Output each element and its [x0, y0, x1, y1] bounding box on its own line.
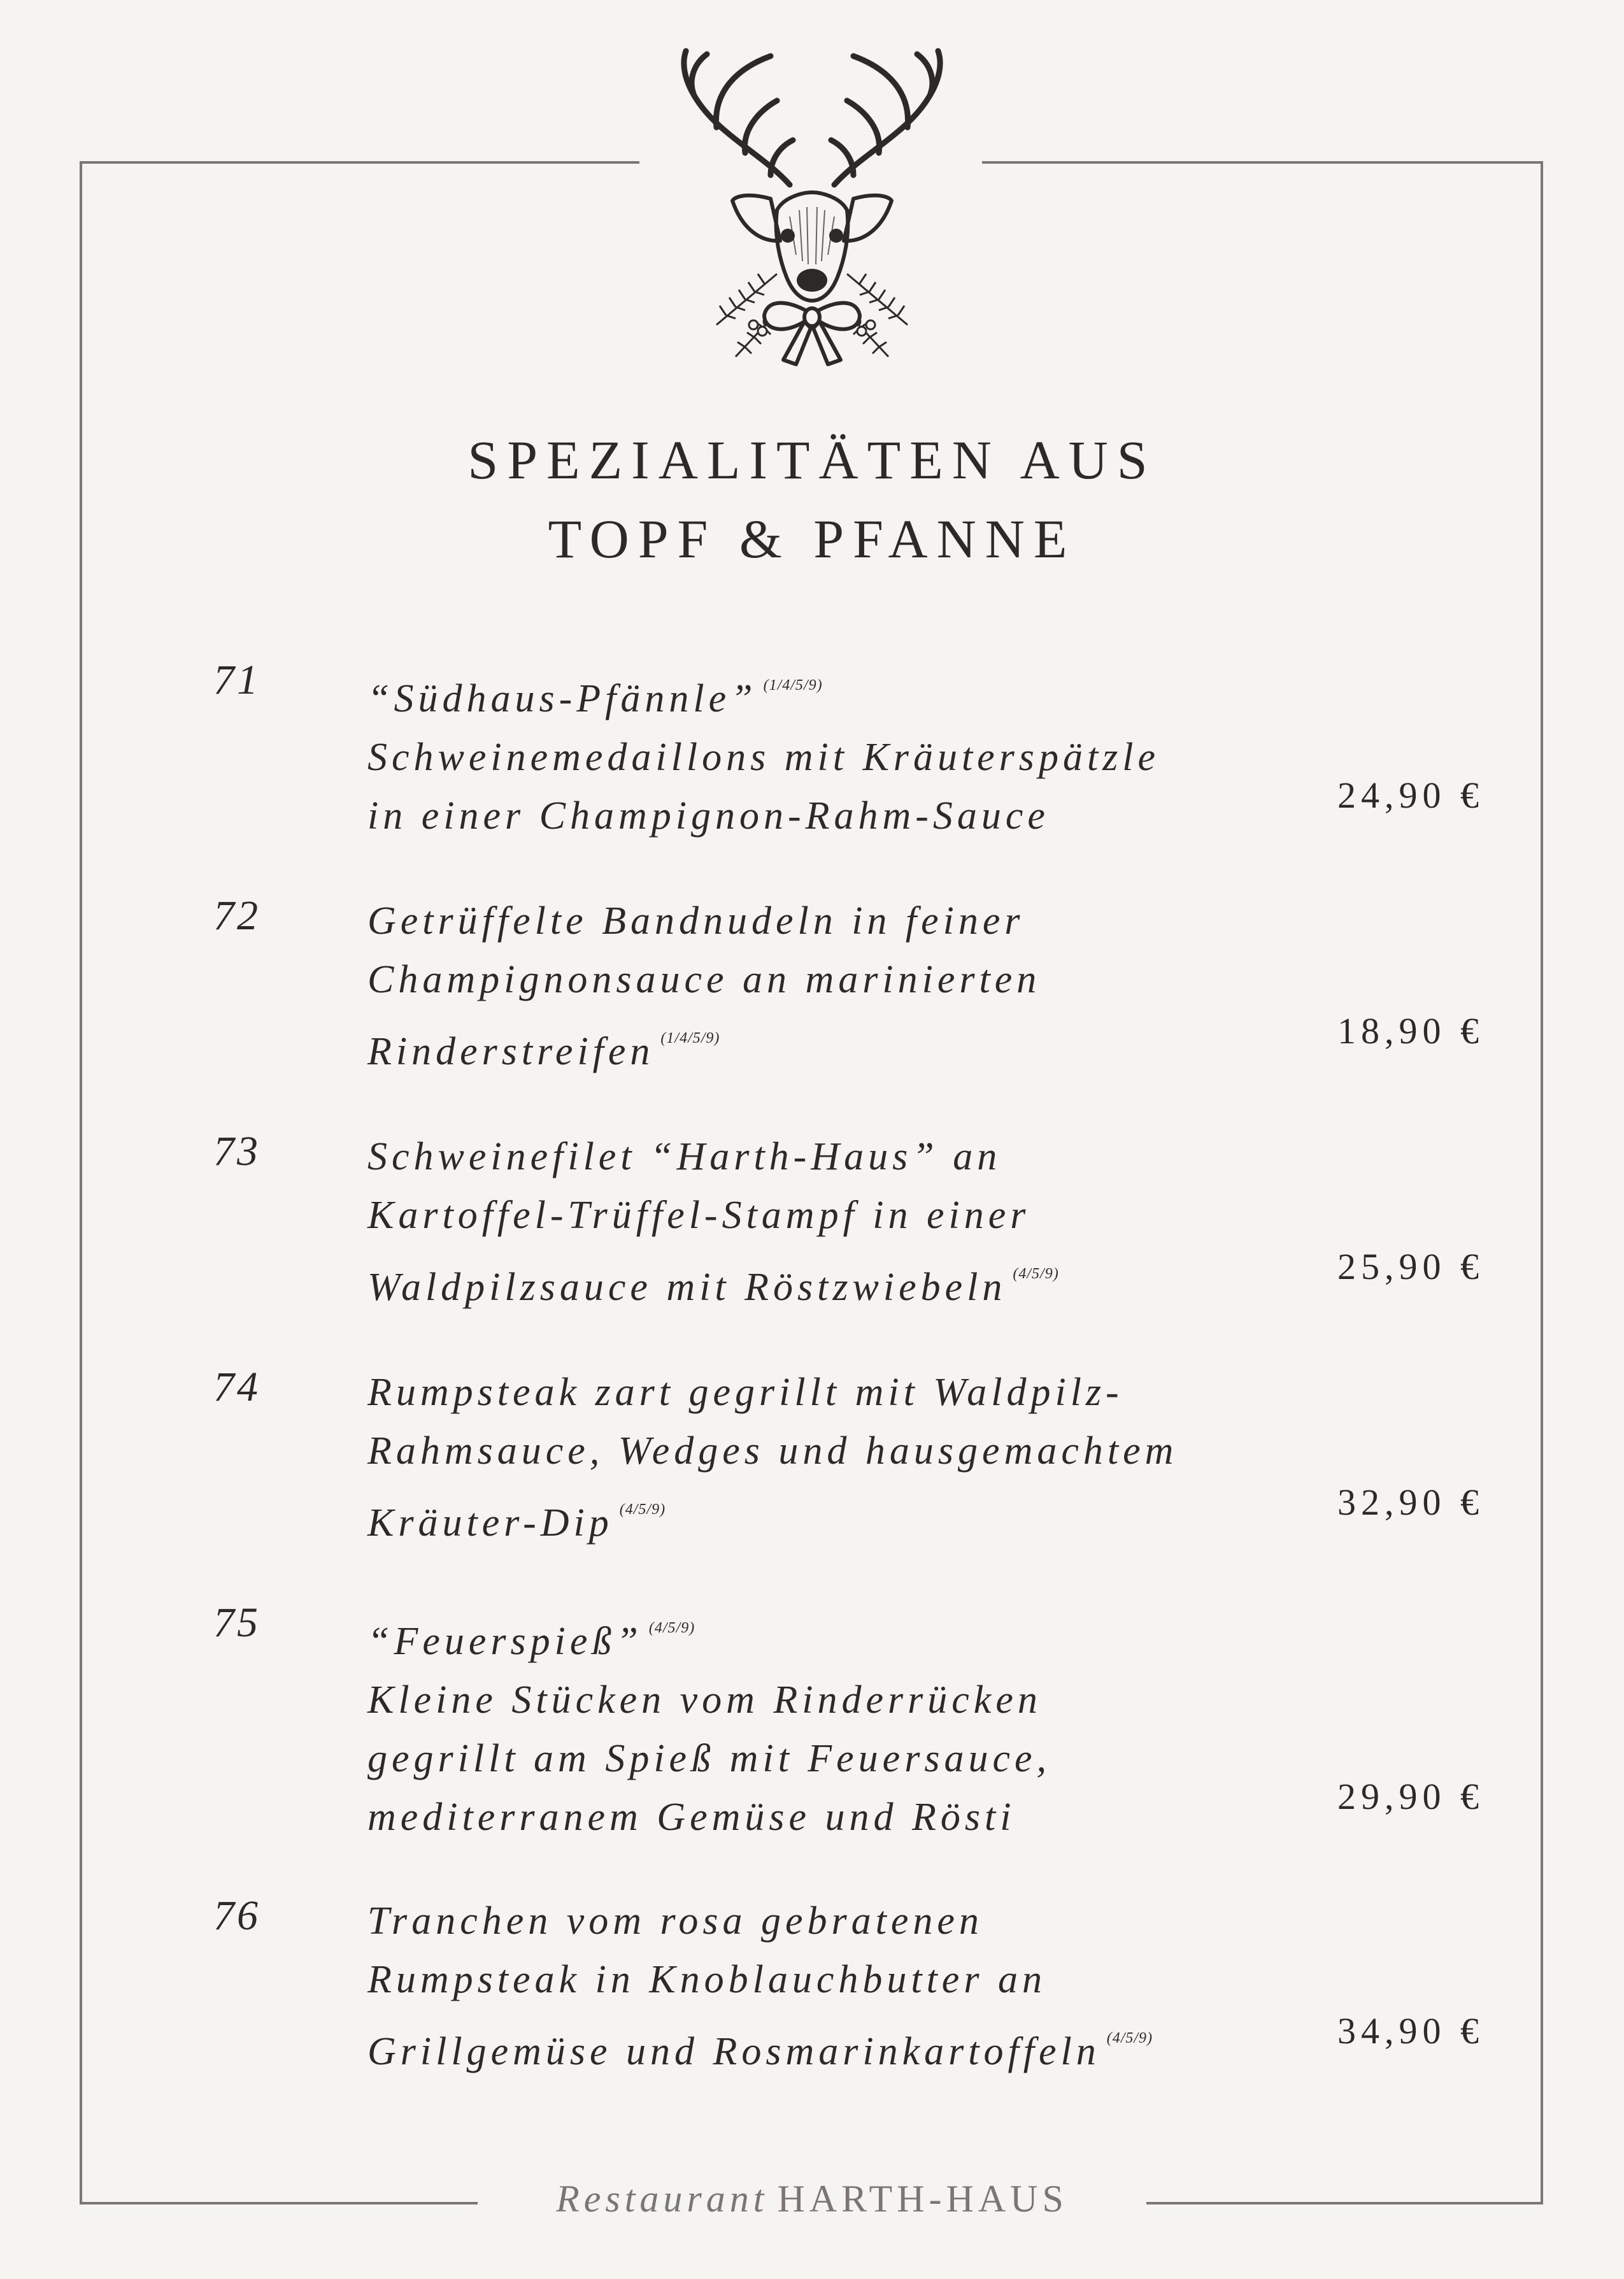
item-price: 25,90 €: [1337, 1246, 1484, 1287]
description-line: Rumpsteak in Knoblauchbutter an: [367, 1958, 1046, 2001]
item-description: [367, 1599, 1051, 1847]
item-number: 76: [213, 1892, 260, 1939]
description-line: Grillgemüse und Rosmarinkartoffeln: [367, 2030, 1100, 2073]
item-title: “Südhaus-Pfännle”: [367, 677, 757, 720]
description-line: Kleine Stücken vom Rinderrücken: [367, 1678, 1042, 1722]
item-price: 32,90 €: [1337, 1482, 1484, 1523]
footer-prefix: Restaurant: [556, 2178, 769, 2220]
allergen-codes: (4/5/9): [648, 1620, 695, 1636]
allergen-codes: (4/5/9): [1106, 2030, 1153, 2047]
item-number: 72: [213, 892, 260, 939]
stag-head-icon: [640, 25, 984, 369]
item-number: 75: [213, 1599, 260, 1646]
title-line-1: SPEZIALITÄTEN AUS: [467, 429, 1157, 490]
item-number: 74: [213, 1364, 260, 1410]
description-line: Waldpilzsauce mit Röstzwiebeln: [367, 1266, 1007, 1309]
item-price: 29,90 €: [1337, 1776, 1484, 1817]
description-line: Kräuter-Dip: [367, 1501, 613, 1545]
allergen-codes: (4/5/9): [1013, 1266, 1059, 1282]
description-line: Rinderstreifen: [367, 1030, 655, 1073]
title-line-2: TOPF & PFANNE: [548, 508, 1076, 569]
allergen-codes: (1/4/5/9): [660, 1030, 720, 1047]
description-line: Schweinemedaillons mit Kräuterspätzle: [367, 736, 1160, 779]
item-description: [367, 1363, 1178, 1552]
footer-restaurant-name: [0, 2177, 1624, 2221]
description-line: Champignonsauce an marinierten: [367, 958, 1041, 1001]
description-line: Schweinefilet “Harth-Haus” an: [367, 1135, 1002, 1178]
allergen-codes: (1/4/5/9): [763, 677, 823, 694]
item-price: 18,90 €: [1337, 1010, 1484, 1052]
item-price: 34,90 €: [1337, 2010, 1484, 2052]
description-line: Rumpsteak zart gegrillt mit Waldpilz-: [367, 1371, 1123, 1414]
item-description: [367, 656, 1160, 845]
item-description: [367, 892, 1041, 1081]
description-line: mediterranem Gemüse und Rösti: [367, 1796, 1016, 1839]
allergen-codes: (4/5/9): [619, 1501, 666, 1518]
description-line: Kartoffel-Trüffel-Stampf in einer: [367, 1194, 1030, 1237]
item-description: [367, 1892, 1153, 2081]
description-line: Rahmsauce, Wedges und hausgemachtem: [367, 1429, 1178, 1473]
page-title: [0, 420, 1624, 578]
item-title: “Feuerspieß”: [367, 1620, 643, 1663]
description-line: in einer Champignon-Rahm-Sauce: [367, 794, 1050, 838]
footer-name: HARTH-HAUS: [777, 2178, 1068, 2220]
item-number: 73: [213, 1128, 260, 1175]
item-price: 24,90 €: [1337, 775, 1484, 816]
item-description: [367, 1127, 1059, 1317]
description-line: Tranchen vom rosa gebratenen: [367, 1899, 983, 1943]
description-line: Getrüffelte Bandnudeln in feiner: [367, 899, 1025, 943]
item-number: 71: [213, 657, 260, 703]
description-line: gegrillt am Spieß mit Feuersauce,: [367, 1737, 1051, 1780]
